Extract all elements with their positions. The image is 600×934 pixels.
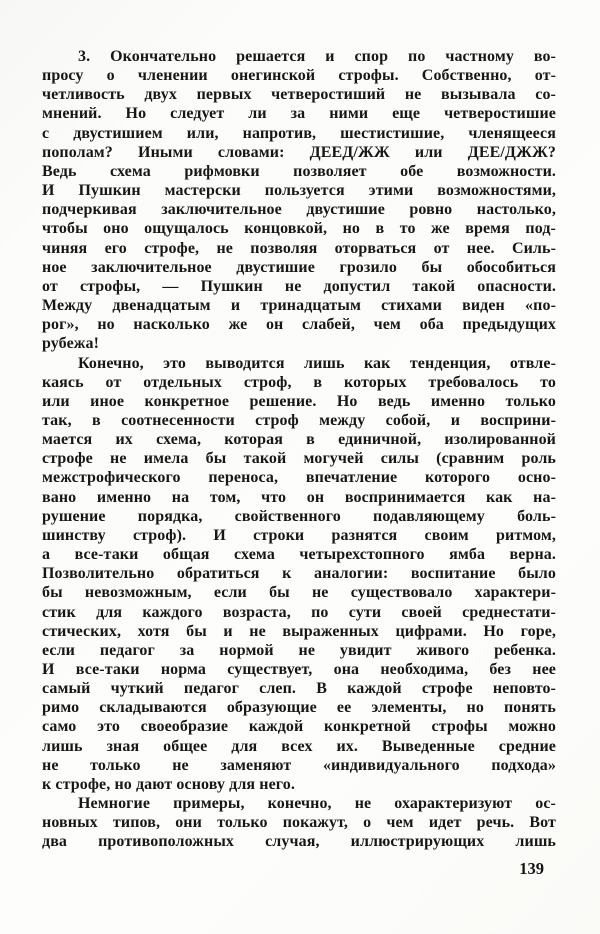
body-text	[42, 47, 556, 879]
text-line: ное заключительное двустишие грозило бы обособиться	[42, 258, 556, 276]
paragraph-3	[42, 794, 556, 851]
text-line: просу о членении онегинской строфы. Собственно, от-	[42, 67, 556, 85]
text-line: рушение порядка, свойственного подавляющему боль-	[42, 507, 556, 525]
text-line: строфе не имела бы такой могучей силы (сравним роль	[42, 450, 556, 468]
text-line: стических, хотя бы и не выраженных цифрами. Но горе,	[42, 622, 556, 640]
text-line: Ведь схема рифмовки позволяет обе возможности.	[42, 162, 556, 180]
text-line: от строфы, — Пушкин не допустил такой опасности.	[42, 277, 556, 295]
text-line: вано именно на том, что он воспринимается как на-	[42, 488, 556, 506]
text-line: рог», но насколько же он слабей, чем оба предыдущих	[42, 316, 556, 334]
text-line: четливость двух первых четверостиший не вызывала со-	[42, 86, 556, 104]
text-line: рубежа!	[42, 335, 99, 353]
text-line: Конечно, это выводится лишь как тенденция, отвле-	[78, 354, 556, 372]
text-line: а все-таки общая схема четырехстопного ямба верна.	[42, 546, 556, 564]
text-line: бы невозможным, если бы не существовало характери-	[42, 584, 556, 602]
text-line: не только не заменяют «индивидуального подхода»	[42, 756, 556, 774]
text-line: лишь зная общее для всех их. Выведенные средние	[42, 737, 556, 755]
text-line: с двустишием или, напротив, шестистишие, членящееся	[42, 124, 556, 142]
text-line: 3. Окончательно решается и спор по частному во-	[78, 48, 556, 65]
text-line: И все-таки норма существует, она необходима, без нее	[42, 661, 556, 678]
text-line: мнений. Но следует ли за ними еще четверостишие	[42, 105, 556, 123]
text-line: шинству строф). И строки разнятся своим ритмом,	[42, 526, 556, 544]
text-line: к строфе, но дают основу для него.	[42, 775, 295, 793]
text-line: если педагог за нормой не увидит живого ребенка.	[42, 641, 556, 659]
text-line: межстрофического переноса, впечатление которого осно-	[42, 469, 556, 487]
text-line: Между двенадцатым и тринадцатым стихами виден «по-	[42, 297, 556, 315]
text-line: подчеркивая заключительное двустишие ровно настолько,	[42, 201, 556, 219]
paragraph-2	[42, 354, 556, 795]
text-line: само это своеобразие каждой конкретной строфы можно	[42, 718, 556, 736]
page-number: 139	[519, 858, 544, 878]
text-line: пополам? Иными словами: ДЕЕД/ЖЖ или ДЕЕ/ДЖЖ?	[42, 143, 556, 161]
text-line: чтобы оно ощущалось концовкой, но в то же время под-	[42, 220, 556, 238]
text-line: каясь от отдельных строф, в которых требовалось то	[42, 373, 556, 391]
text-line: Немногие примеры, конечно, не охарактеризуют ос-	[78, 795, 556, 813]
text-line: два противоположных случая, иллюстрирующих лишь	[42, 833, 556, 851]
text-line: Позволительно обратиться к аналогии: воспитание было	[42, 565, 556, 583]
text-line: стик для каждого возраста, по сути своей среднестати-	[42, 603, 556, 621]
text-line: мается их схема, которая в единичной, изолированной	[42, 431, 556, 449]
text-line: или иное конкретное решение. Но ведь именно только	[42, 392, 556, 410]
text-line: так, в соотнесенности строф между собой, и восприни-	[42, 411, 556, 429]
text-line: самый чуткий педагог слеп. В каждой строфе неповто-	[42, 680, 556, 698]
text-line: И Пушкин мастерски пользуется этими возможностями,	[42, 182, 556, 200]
text-line: новных типов, они только покажут, о чем идет речь. Вот	[42, 814, 556, 832]
text-line: римо складываются образующие ее элементы, но понять	[42, 699, 556, 717]
text-line: чиняя его строфе, не позволяя оторваться от нее. Силь-	[42, 239, 556, 257]
paragraph-1	[42, 47, 556, 354]
